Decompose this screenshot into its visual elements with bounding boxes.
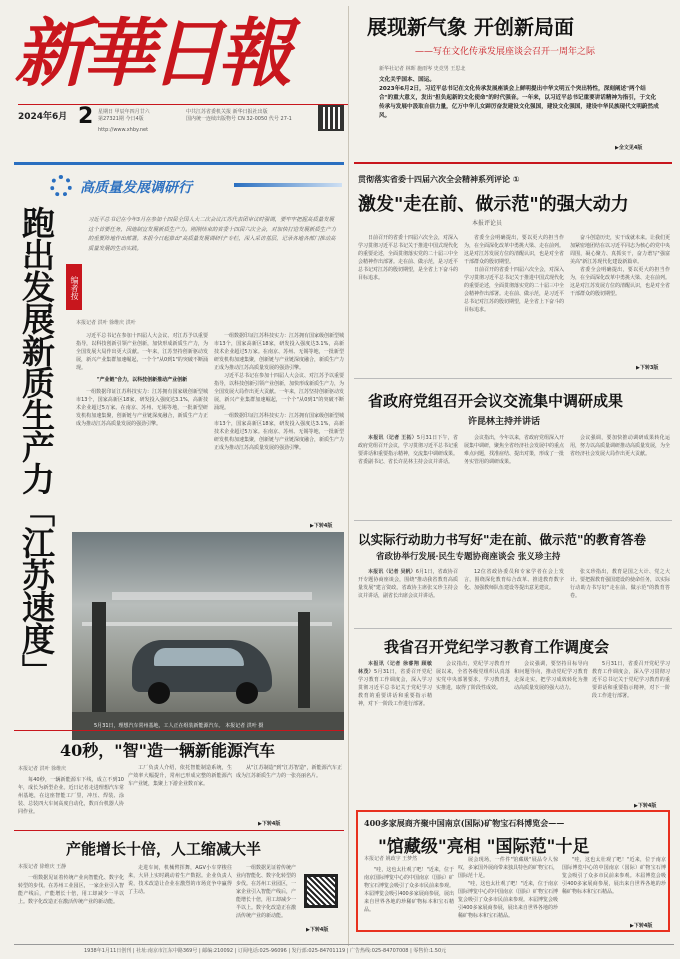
lead-body-2: 一组数据印证江苏科技实力：江苏拥有国家级创新型城市13个，国家高新区18家，研发投入强度达3.1%，高新技术企业超过5万家。在南京、苏州、无锡等地，一批新型研发机构加速集聚，创新链与产业链深度融合，新质生产力正成为推动江苏高质量发展的强劲引擎。	[76, 389, 208, 427]
story-expo	[356, 810, 670, 932]
body: 6月1日，省政协召开专题协商座谈会，围绕"推动我省教育高质量发展"建言资政。省政协主席张义珍主持会议并讲话，副省长出席会议并讲话。	[358, 569, 458, 599]
lead-continue[interactable]: ▶下转4版	[310, 523, 333, 529]
masthead-logo	[14, 6, 344, 106]
byline: 本报记者 姚政宇 王梦然	[364, 856, 418, 862]
page-count: 今日4版	[125, 116, 144, 122]
date-year-month: 2024年6月	[18, 112, 68, 122]
issue-number: 第27321期	[98, 116, 124, 122]
qr-code-icon	[304, 874, 338, 908]
body: 5月31日，省委召开党纪学习教育工作调度会，深入学习贯彻习近平总书记关于党纪学习教育的重要讲话和重要指示精神，对下一阶段工作进行部署。	[358, 669, 432, 707]
website[interactable]: http://www.xhby.net	[98, 127, 149, 133]
editor-note-label: 编者按	[66, 264, 82, 310]
headline: 我省召开党纪学习教育工作调度会	[384, 638, 610, 656]
body-4: 5月31日，省委召开党纪学习教育工作调度会，深入学习贯彻习近平总书记关于党纪学习教育的重要讲话和重要指示精神，对下一阶段工作进行部署。	[592, 661, 670, 699]
headline: 展现新气象 开创新局面	[367, 15, 574, 39]
masthead-info	[18, 104, 348, 144]
headline: 以实际行动助力书写好"走在前、做示范"的教育答卷	[358, 532, 647, 547]
body-2: 会议指出，党纪学习教育开展以来，全省各级党组织认真落实党中央部署要求，学习教育扎实推进，取得了阶段性成效。	[436, 661, 510, 691]
body-2: 工厂负责人介绍，依托智能制造系统，生产效率大幅提升，常州已形成完整的新能源汽车产业链，集聚上下游企业数百家。	[128, 765, 232, 787]
lead-body-col2c: 一组数据印证江苏科技实力：江苏拥有国家级创新型城市13个，国家高新区18家，研发投入强度达3.1%，高新技术企业超过5万家。在南京、苏州、无锡等地，一批新型研发机构加速集聚，创新链与产业链深度融合，新质生产力正成为推动江苏高质量发展的强劲引擎。	[214, 413, 344, 451]
byline: 本报记者 徐维庆 王静	[18, 864, 67, 870]
story-40-seconds	[14, 734, 344, 826]
story-growth	[14, 834, 344, 940]
lead-headline: 跑出发展新质生产力「江苏速度」	[17, 206, 56, 686]
body: 日前召开的省委十四届六次全会，对深入学习贯彻习近平总书记关于推进中国式现代化的重要论述，全面贯彻落实党的二十届三中全会精神作出部署。走在前、做示范，是习近平总书记对江苏的殷切期望，是全省上下奋斗的目标追求。	[358, 235, 458, 281]
cn-number: CN 32-0050	[237, 116, 268, 122]
lead-story	[14, 200, 344, 729]
banner-label: 高质量发展调研行	[80, 180, 192, 196]
body-3: 会议强调，要坚持目标导向和问题导向，推动党纪学习教育走深走实，把学习成效转化为推动高质量发展的强大动力。	[514, 661, 588, 691]
continue-link[interactable]: ▶下转4版	[634, 803, 657, 809]
byline: 本报记者 洪叶 徐维庆	[18, 766, 67, 772]
publisher-group: 新华日报社出版	[232, 109, 268, 115]
subhead: 省政协举行发展·民生专题协商座谈会 张义珍主持	[376, 552, 561, 562]
story-party-study	[354, 630, 672, 808]
byline: 本报讯（记者 王拓）	[368, 435, 417, 441]
continue-link[interactable]: ▶下转4版	[306, 927, 329, 933]
top-right-story	[355, 6, 671, 158]
qr-code-icon	[318, 105, 344, 131]
editor-note: 习近平总书记在今年3月在参加十四届全国人大二次会议江苏代表团审议时强调，要牢牢把握高质量发展这个首要任务，因地制宜发展新质生产力。刚刚结束的省委十四届六次全会，对加快打造发展新质生产力的重要阵地作出部署。本报今日起推出"高质量发展调研行"专栏，深入采访基层，记录各地各部门推动高质量发展的生动实践。	[88, 217, 336, 252]
kicker: 贯彻落实省委十四届六次全会精神系列评论 ①	[358, 175, 520, 184]
story-commentary	[354, 162, 672, 374]
body-2: 会议指出，今年以来，省政府党组深入开展集中调研，聚焦全省经济社会发展中的重点难点问题，找准症结、提出对策，形成了一批务实管用的调研成果。	[464, 435, 564, 465]
publisher: 中共江苏省委机关报	[186, 109, 232, 115]
headline: 40秒，"智"造一辆新能源汽车	[60, 741, 275, 760]
body: "哇，这也太壮观了吧！"近来，位于南京国际博览中心的中国南京（国际）矿物宝石博览会吸引了众多市民前来参观。本届博览会吸引400多家展商参展，展出来自世界各地的珍稀矿物标本和宝石精品。	[364, 867, 454, 913]
banner	[14, 162, 344, 202]
body-3: 会议强调，要加快推动调研成果转化运用，努力以高质量调研推动高质量发展，为全省经济社会发展大局作出更大贡献。	[570, 435, 670, 457]
subtitle: ——写在文化传承发展座谈会召开一周年之际	[415, 47, 596, 57]
date-weekday: 星期日	[98, 109, 114, 115]
lead-body-col2b: 习近平总书记在参加十四届人大会议、对江苏予以重要指导，以科技创新引领产业创新，加快形成新质生产力，为全国发展大局作出更大贡献。一年来，江苏坚持创新驱动发展，新兴产业集群加速崛起，一个个"从0到1"的突破不断涌现。	[214, 373, 344, 411]
photo-caption: 5月31日，理想汽车常州基地，工人正在组装新能源汽车。 本报记者 洪叶 摄	[94, 723, 264, 729]
serial-code-label: 国内统一连续出版物号	[186, 116, 237, 122]
lead-heading: 文化关乎国本、国运。	[379, 77, 435, 83]
body-2: 走进车间，机械臂挥舞，AGV小车穿梭往来，大屏上实时跳动着生产数据。企业负责人说，技术改造让企业在激烈的市场竞争中赢得了主动。	[128, 865, 232, 895]
continue-link[interactable]: ▶下转3版	[636, 365, 659, 371]
gear-icon	[50, 175, 72, 197]
car-factory-photo	[72, 532, 344, 740]
body-3: 奋斗创造历史，实干成就未来。让我们更加紧密地团结在以习近平同志为核心的党中央周围，凝心聚力、真抓实干，奋力谱写"强富美高"新江苏现代化建设新篇章。	[570, 235, 670, 265]
kicker: 400多家展商齐聚中国南京(国际)矿物宝石科博览会——	[364, 818, 565, 828]
body-3: 一组数据见证着传统产业向智能化、数字化转型的步伐。在苏州工业园区，一家企业引入智能产线后，产能增长十倍，用工却减少一半以上。数字化改造正在激活传统产业的新动能。	[236, 865, 296, 919]
body-2b: "哇，这也太壮观了吧！"近来，位于南京国际博览中心的中国南京（国际）矿物宝石博览会吸引了众多市民前来参观。本届博览会吸引400多家展商参展，展出来自世界各地的珍稀矿物标本和宝石精品。	[458, 881, 558, 919]
body: 每40秒，一辆新能源车下线，成立不到10年，成长为新型企业。近日记者走进理想汽车常州基地，在这座智能工厂里，冲压、焊装、涂装、总装四大车间高度自动化，数百台机器人协同作业。	[18, 777, 124, 815]
story-forum	[354, 522, 672, 620]
story-party-group	[354, 380, 672, 516]
postal-code: 代号 27-1	[268, 116, 292, 122]
subhead: 许昆林主持并讲话	[468, 417, 541, 427]
lead-byline: 本报记者 洪叶 徐维庆 洪叶	[76, 320, 136, 326]
body-3b: 省委全会明确提出，要以更大的担当作为，在全面深化改革中勇挑大梁、走在前列。这是对江苏发展方位的清醒认识，也是对全省干部群众的殷切期望。	[570, 267, 670, 297]
continue-link[interactable]: ▶全文见4版	[615, 145, 643, 151]
lead-body: 习近平总书记在参加十四届人大会议、对江苏予以重要指导，以科技创新引领产业创新，加快形成新质生产力，为全国发展大局作出更大贡献。一年来，江苏坚持创新驱动发展，新兴产业集群加速崛起，一个个"从0到1"的突破不断涌现。	[76, 333, 208, 371]
lead-body-col2: 一组数据印证江苏科技实力：江苏拥有国家级创新型城市13个，国家高新区18家，研发投入强度达3.1%，高新技术企业超过5万家。在南京、苏州、无锡等地，一批新型研发机构加速集聚，创新链与产业链深度融合，新质生产力正成为推动江苏高质量发展的强劲引擎。	[214, 333, 344, 371]
lead-subhead: "产业链"合力，以科技创新推动产业创新	[96, 377, 188, 383]
date-day: 2	[78, 104, 94, 129]
body: 5月31日下午，省政府党组召开会议，学习贯彻习近平总书记重要讲话和重要指示精神，交流集中调研成果。省委副书记、省长许昆林主持会议并讲话。	[358, 435, 458, 465]
footer-text: 1938年1月11日创刊 | 社址:南京市江东中路369号 | 邮编:210092 | 订阅电话:025-96096 | 发行部:025-84701119 | 广告热线:025-84707008 | 零售价:1.50元	[84, 948, 447, 954]
body-2: 12位省政协委员和专家学者在会上发言，围绕深化教育综合改革、推进教育数字化、加强教师队伍建设等提出意见建议。	[464, 569, 564, 591]
logo-text: 新華日報	[14, 11, 286, 97]
continue-link[interactable]: ▶下转4版	[258, 821, 281, 827]
body-2: 展会现场，一件件"馆藏级"展品令人惊叹，多家国外展商带来独具特色的矿物宝石，国际范十足。	[458, 857, 558, 879]
body-3: "哇，这也太壮观了吧！"近来，位于南京国际博览中心的中国南京（国际）矿物宝石博览会吸引了众多市民前来参观。本届博览会吸引400多家展商参展，展出来自世界各地的珍稀矿物标本和宝石精品。	[562, 857, 666, 895]
body-3: 从"江苏制造"到"江苏智造"，新能源汽车正成为江苏新质生产力的一张亮丽名片。	[236, 765, 342, 779]
headline: 激发"走在前、做示范"的强大动力	[358, 194, 629, 215]
body-2b: 日前召开的省委十四届六次全会，对深入学习贯彻习近平总书记关于推进中国式现代化的重要论述，全面贯彻落实党的二十届三中全会精神作出部署。走在前、做示范，是习近平总书记对江苏的殷切期望，是全省上下奋斗的目标追求。	[464, 267, 564, 313]
headline: "馆藏级"亮相 "国际范"十足	[378, 837, 590, 857]
lead-text: 2023年6月2日，习近平总书记在文化传承发展座谈会上鲜明提出中华文明五个突出特性，深刻阐述"两个结合"的重大意义，发出"担负起新的文化使命"的时代强音。一年来，以习近平总书记重要讲话精神为指引，于文化传承与发展中汲取自信力量，亿万中华儿女踔厉奋发建设文化强国，建设文化强国，建设中华民族现代文明蔚然成风。	[379, 86, 659, 119]
headline: 省政府党组召开会议交流集中调研成果	[368, 392, 624, 410]
byline: 本报评论员	[472, 220, 503, 227]
body-3: 张义珍指出，教育是国之大计、党之大计。要把握教育强国建设的使命任务，以实际行动助力书写好"走在前、做示范"的教育答卷。	[570, 569, 670, 599]
body: 一组数据见证着传统产业向智能化、数字化转型的步伐。在苏州工业园区，一家企业引入智能产线后，产能增长十倍，用工却减少一半以上。数字化改造正在激活传统产业的新动能。	[18, 875, 124, 905]
body-2: 省委全会明确提出，要以更大的担当作为，在全面深化改革中勇挑大梁、走在前列。这是对江苏发展方位的清醒认识，也是对全省干部群众的殷切期望。	[464, 235, 564, 265]
byline: 本报讯（记者 吴帆）	[368, 569, 416, 575]
date-lunar: 甲辰年四月廿六	[114, 109, 150, 115]
headline: 产能增长十倍，人工缩减大半	[66, 840, 262, 858]
continue-link[interactable]: ▶下转4版	[630, 923, 653, 929]
footer	[14, 944, 674, 956]
byline: 本报讯（记者 徐睿翔 顾敏 林茂）	[358, 661, 432, 675]
byline: 新华社记者 林晖 施雨岑 史竞男 王思北	[379, 66, 466, 72]
